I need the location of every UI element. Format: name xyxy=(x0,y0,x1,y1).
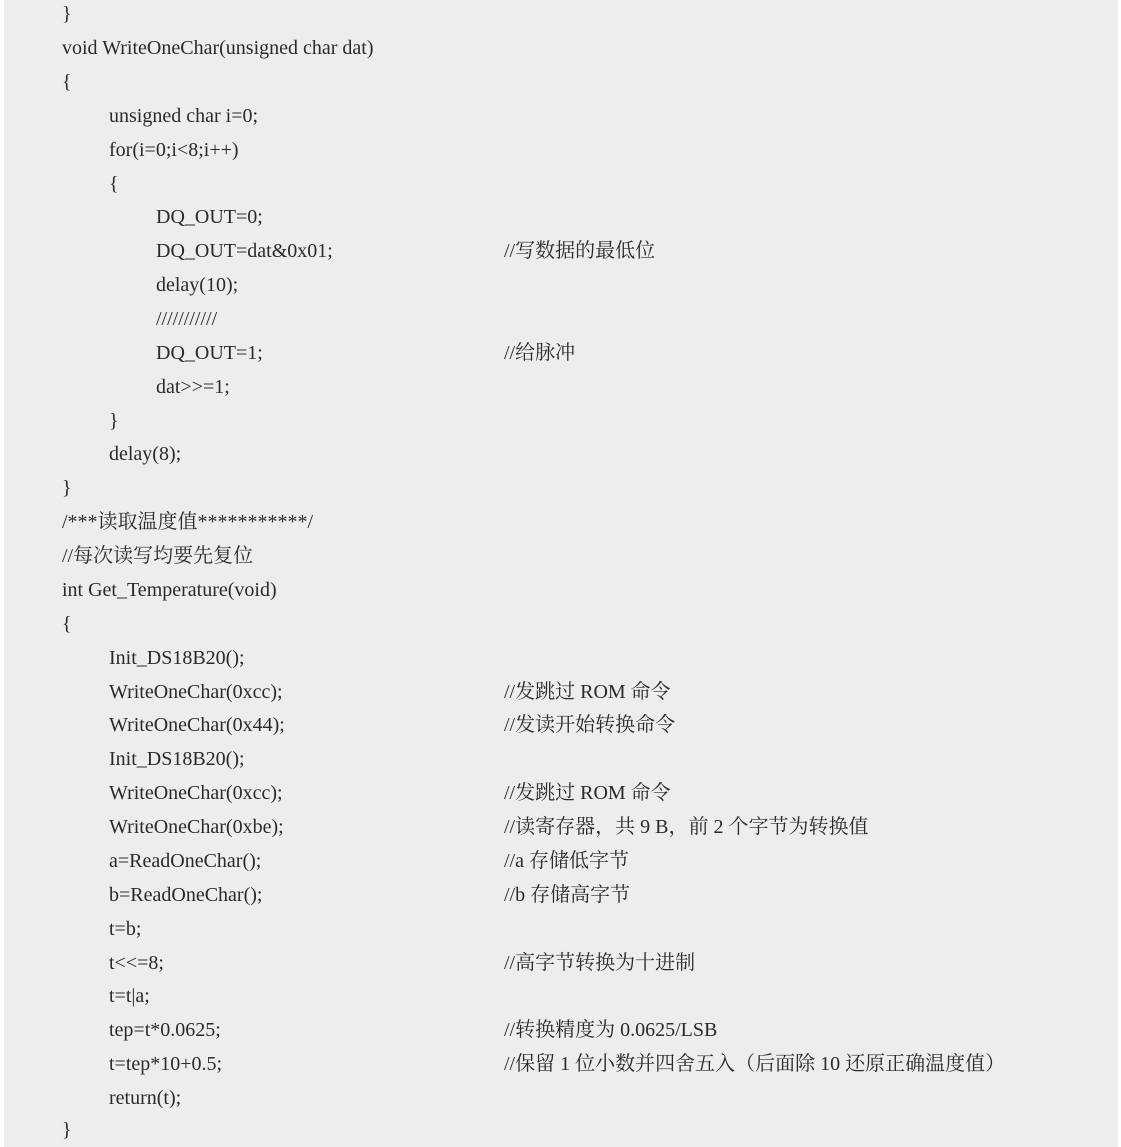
code-text: a=ReadOneChar(); xyxy=(109,850,262,872)
code-text: { xyxy=(62,71,72,93)
code-text: t=b; xyxy=(109,918,142,940)
code-line xyxy=(4,641,1118,675)
code-line xyxy=(4,1047,1118,1081)
code-line xyxy=(4,471,1118,505)
code-line xyxy=(4,912,1118,946)
code-text: DQ_OUT=dat&0x01; xyxy=(156,240,333,262)
code-line xyxy=(4,200,1118,234)
code-line xyxy=(4,336,1118,370)
code-text: b=ReadOneChar(); xyxy=(109,884,263,906)
code-text: t<<=8; xyxy=(109,952,164,974)
code-line xyxy=(4,776,1118,810)
code-text: WriteOneChar(0x44); xyxy=(109,714,285,736)
code-line xyxy=(4,878,1118,912)
code-text: unsigned char i=0; xyxy=(109,105,259,127)
code-text: DQ_OUT=0; xyxy=(156,206,263,228)
code-comment: //给脉冲 xyxy=(504,342,576,364)
code-line xyxy=(4,133,1118,167)
code-text: int Get_Temperature(void) xyxy=(62,579,277,601)
code-comment: //发跳过 ROM 命令 xyxy=(504,681,671,703)
code-text: t=tep*10+0.5; xyxy=(109,1053,223,1075)
code-comment: //保留 1 位小数并四舍五入（后面除 10 还原正确温度值） xyxy=(504,1053,1006,1075)
code-line xyxy=(4,607,1118,641)
code-text: for(i=0;i<8;i++) xyxy=(109,139,239,161)
code-text: } xyxy=(62,3,72,25)
code-line xyxy=(4,99,1118,133)
code-line xyxy=(4,1081,1118,1115)
code-line xyxy=(4,1013,1118,1047)
code-line xyxy=(4,505,1118,539)
code-text: dat>>=1; xyxy=(156,376,230,398)
code-text: t=t|a; xyxy=(109,985,150,1007)
code-comment: //写数据的最低位 xyxy=(504,240,656,262)
code-text: delay(10); xyxy=(156,274,239,296)
code-text: DQ_OUT=1; xyxy=(156,342,263,364)
code-line xyxy=(4,946,1118,980)
code-text: /***读取温度值***********/ xyxy=(62,511,314,533)
code-text: Init_DS18B20(); xyxy=(109,748,245,770)
code-line xyxy=(4,810,1118,844)
code-line xyxy=(4,573,1118,607)
code-line xyxy=(4,675,1118,709)
code-line xyxy=(4,65,1118,99)
code-comment: //发读开始转换命令 xyxy=(504,714,676,736)
code-comment: //发跳过 ROM 命令 xyxy=(504,782,671,804)
code-line xyxy=(4,404,1118,438)
code-line xyxy=(4,268,1118,302)
code-text: WriteOneChar(0xcc); xyxy=(109,782,283,804)
code-text: } xyxy=(109,410,119,432)
code-line xyxy=(4,437,1118,471)
code-line xyxy=(4,539,1118,573)
code-text: tep=t*0.0625; xyxy=(109,1019,221,1041)
code-comment: //高字节转换为十进制 xyxy=(504,952,696,974)
code-text: return(t); xyxy=(109,1087,182,1109)
code-line xyxy=(4,742,1118,776)
code-line xyxy=(4,31,1118,65)
code-listing xyxy=(4,0,1118,1147)
code-text: /////////// xyxy=(156,308,218,330)
code-text: Init_DS18B20(); xyxy=(109,647,245,669)
code-line xyxy=(4,0,1118,31)
code-comment: //读寄存器，共 9 B，前 2 个字节为转换值 xyxy=(504,816,869,838)
code-text: } xyxy=(62,1119,72,1141)
code-line xyxy=(4,979,1118,1013)
code-text: delay(8); xyxy=(109,443,182,465)
code-line xyxy=(4,302,1118,336)
code-text: WriteOneChar(0xbe); xyxy=(109,816,284,838)
code-text: void WriteOneChar(unsigned char dat) xyxy=(62,37,374,59)
code-line xyxy=(4,234,1118,268)
code-line xyxy=(4,370,1118,404)
code-line xyxy=(4,708,1118,742)
code-line xyxy=(4,167,1118,201)
code-text: { xyxy=(62,613,72,635)
code-text: WriteOneChar(0xcc); xyxy=(109,681,283,703)
code-comment: //b 存储高字节 xyxy=(504,884,631,906)
code-comment: //转换精度为 0.0625/LSB xyxy=(504,1019,718,1041)
code-line xyxy=(4,1113,1118,1147)
code-text: //每次读写均要先复位 xyxy=(62,545,254,567)
code-text: { xyxy=(109,173,119,195)
code-text: } xyxy=(62,477,72,499)
code-line xyxy=(4,844,1118,878)
code-comment: //a 存储低字节 xyxy=(504,850,629,872)
